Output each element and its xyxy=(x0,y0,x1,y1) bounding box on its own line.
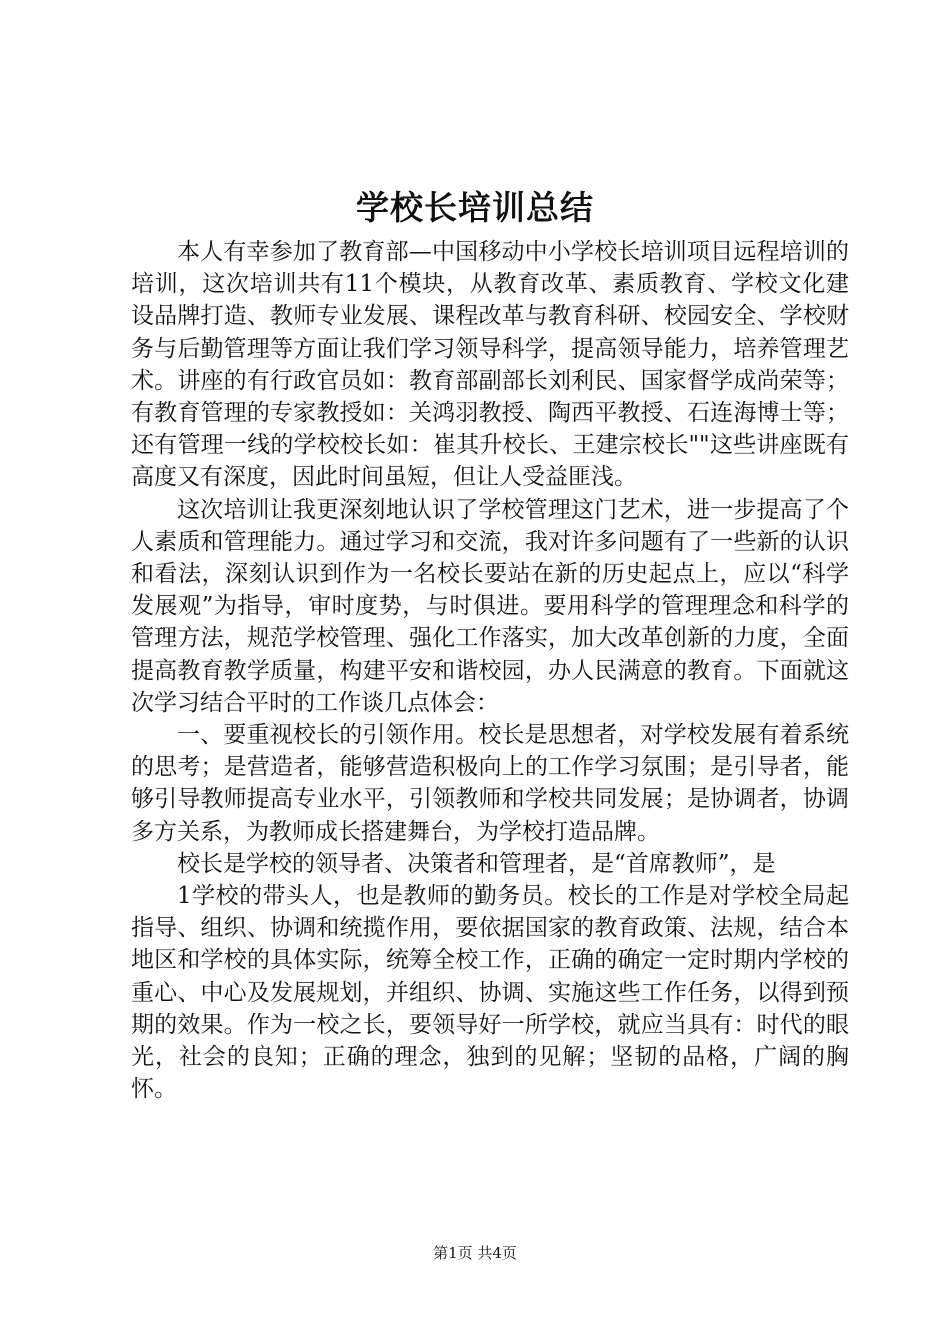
page-footer: 第1页 共4页 xyxy=(433,1244,517,1262)
paragraph-reflection: 这次培训让我更深刻地认识了学校管理这门艺术，进一步提高了个人素质和管理能力。通过学习和交流，我对许多问题有了一些新的认识和看法，深刻认识到作为一名校长要站在新的历史起点上，应以“科学发展观”为指导，审时度势，与时俱进。要用科学的管理理念和科学的管理方法，规范学校管理、强化工作落实，加大改革创新的力度，全面提高教育教学质量，构建平安和谐校园，办人民满意的教育。下面就这次学习结合平时的工作谈几点体会： xyxy=(131,496,849,716)
document-body xyxy=(131,236,849,1105)
paragraph-principal-role: 校长是学校的领导者、决策者和管理者，是“首席教师”，是 xyxy=(177,850,776,877)
document-title: 学校长培训总结 xyxy=(356,188,594,227)
paragraph-intro: 本人有幸参加了教育部—中国移动中小学校长培训项目远程培训的培训，这次培训共有11个模块，从教育改革、素质教育、学校文化建设品牌打造、教师专业发展、课程改革与教育科研、校园安全、学校财务与后勤管理等方面让我们学习领导科学，提高领导能力，培养管理艺术。讲座的有行政官员如：教育部副部长刘利民、国家督学成尚荣等；有教育管理的专家教授如：关鸿羽教授、陶西平教授、石连海博士等；还有管理一线的学校校长如：崔其升校长、王建宗校长""这些讲座既有高度又有深度，因此时间虽短，但让人受益匪浅。 xyxy=(131,239,849,491)
paragraph-point-one: 一、要重视校长的引领作用。校长是思想者，对学校发展有着系统的思考；是营造者，能够营造积极向上的工作学习氛围；是引导者，能够引导教师提高专业水平，引领教师和学校共同发展；是协调者，协调多方关系，为教师成长搭建舞台，为学校打造品牌。 xyxy=(131,722,849,845)
paragraph-principal-duties: 1学校的带头人，也是教师的勤务员。校长的工作是对学校全局起指导、组织、协调和统揽作用，要依据国家的教育政策、法规，结合本地区和学校的具体实际，统筹全校工作，正确的确定一定时期内学校的重心、中心及发展规划，并组织、协调、实施这些工作任务，以得到预期的效果。作为一校之长，要领导好一所学校，就应当具有：时代的眼光，社会的良知；正确的理念，独到的见解；坚韧的品格，广阔的胸怀。 xyxy=(131,883,849,1103)
